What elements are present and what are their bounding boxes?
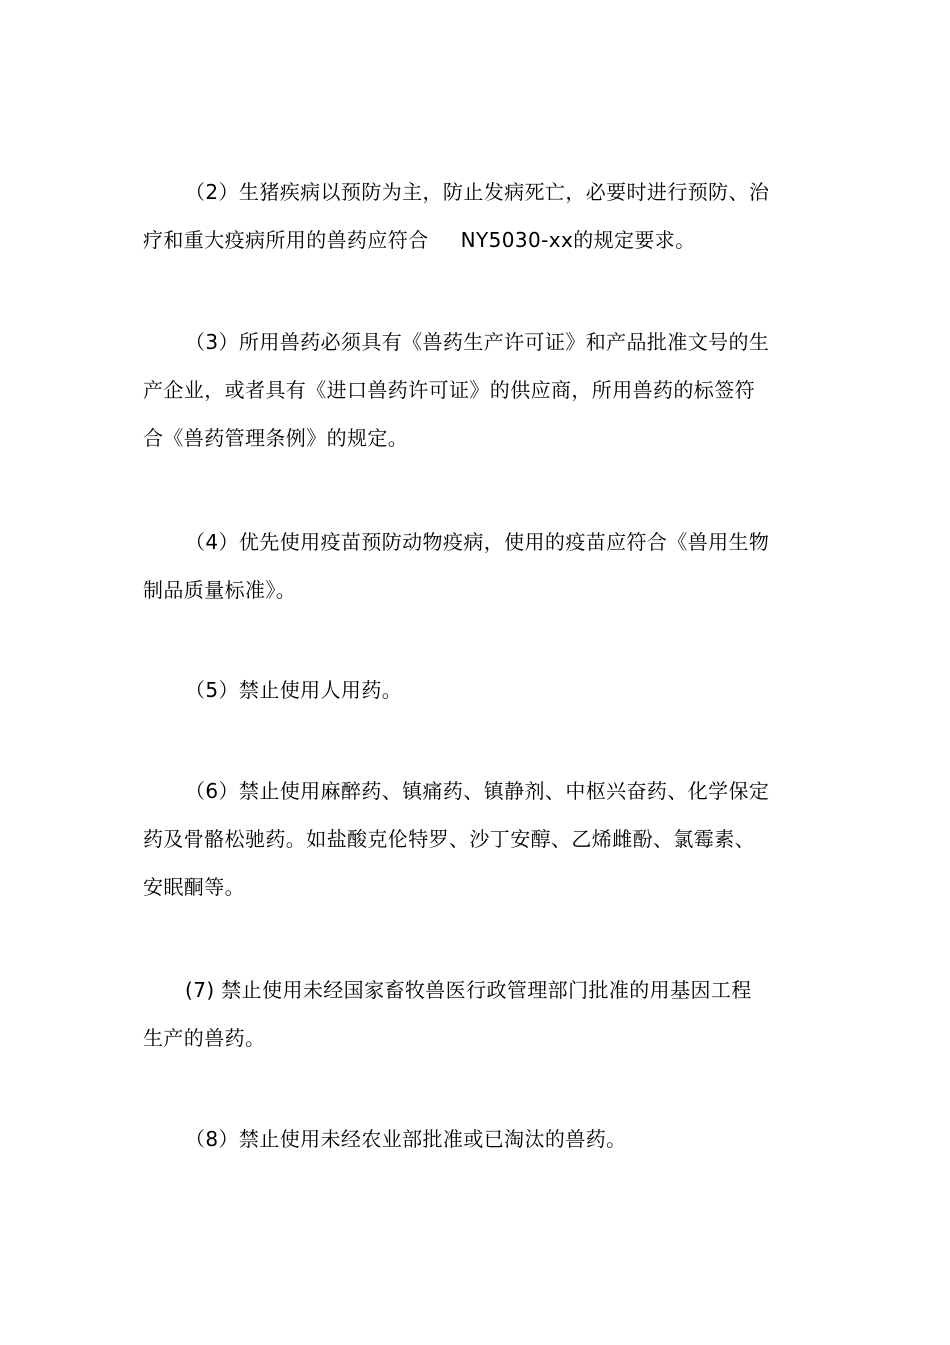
paragraph-text: 疗和重大疫病所用的兽药应符合 [143, 228, 429, 252]
paragraph-line: 合《兽药管理条例》的规定。 [143, 426, 409, 450]
paragraph-3 [143, 318, 783, 462]
paragraph-line: （2）生猪疾病以预防为主，防止发病死亡，必要时进行预防、治 [185, 180, 770, 204]
paragraph-line [143, 216, 783, 264]
paragraph-line: 安眠酮等。 [143, 875, 245, 899]
paragraph-line: （3）所用兽药必须具有《兽药生产许可证》和产品批准文号的生 [185, 330, 770, 354]
paragraph-line: （6）禁止使用麻醉药、镇痛药、镇静剂、中枢兴奋药、化学保定 [185, 779, 770, 803]
paragraph-line: 产企业，或者具有《进口兽药许可证》的供应商，所用兽药的标签符 [143, 378, 755, 402]
paragraph-8 [143, 1115, 783, 1163]
standard-code: NY5030-xx [460, 228, 574, 252]
paragraph-5 [143, 666, 783, 714]
paragraph-line: (7) 禁止使用未经国家畜牧兽医行政管理部门批准的用基因工程 [185, 978, 752, 1002]
paragraph-line: 药及骨骼松驰药。如盐酸克伦特罗、沙丁安醇、乙烯雌酚、氯霉素、 [143, 827, 755, 851]
paragraph-line: （4）优先使用疫苗预防动物疫病，使用的疫苗应符合《兽用生物 [185, 530, 770, 554]
paragraph-line: 制品质量标准》。 [143, 578, 297, 602]
paragraph-line: （8）禁止使用未经农业部批准或已淘汰的兽药。 [185, 1127, 627, 1151]
paragraph-4 [143, 518, 783, 614]
paragraph-6 [143, 767, 783, 911]
paragraph-7 [143, 966, 783, 1062]
paragraph-2 [143, 168, 783, 264]
paragraph-line: 生产的兽药。 [143, 1026, 266, 1050]
paragraph-line: （5）禁止使用人用药。 [185, 678, 403, 702]
paragraph-text: 的规定要求。 [573, 228, 696, 252]
